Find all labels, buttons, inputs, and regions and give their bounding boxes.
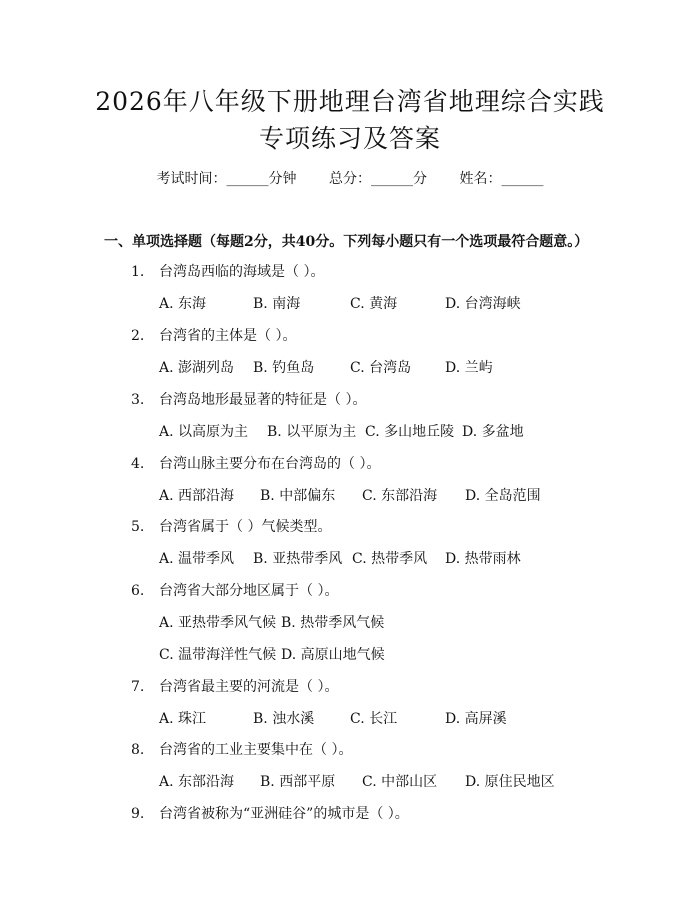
exam-time: 考试时间：______分钟 (156, 171, 297, 187)
question-text: 台湾省的工业主要集中在（ ）。 (159, 742, 353, 758)
option-b[interactable]: B. 亚热带季风 (253, 551, 343, 567)
option-b[interactable]: B. 西部平原 (260, 774, 336, 790)
option-d[interactable]: D. 热带雨林 (445, 551, 521, 567)
student-name: 姓名：______ (459, 171, 544, 187)
option-d[interactable]: D. 原住民地区 (465, 774, 555, 790)
option-c[interactable]: C. 温带海洋性气候 (159, 647, 277, 663)
question-text: 台湾省的主体是（ ）。 (159, 328, 297, 344)
option-b[interactable]: B. 钓鱼岛 (253, 360, 315, 376)
question-1 (131, 261, 324, 281)
exam-meta (0, 168, 700, 188)
document-title-line2: 专项练习及答案 (258, 124, 441, 153)
option-a[interactable]: A. 亚热带季风气候 (159, 615, 277, 631)
question-number: 4. (131, 456, 145, 472)
option-b[interactable]: B. 浊水溪 (253, 711, 315, 727)
question-3 (131, 389, 366, 409)
option-c[interactable]: C. 长江 (350, 711, 398, 727)
option-c[interactable]: C. 东部沿海 (362, 488, 438, 504)
option-a[interactable]: A. 东海 (159, 296, 207, 312)
question-7 (131, 676, 338, 696)
option-d[interactable]: D. 高屏溪 (445, 711, 507, 727)
option-b[interactable]: B. 以平原为主 (267, 424, 357, 440)
option-c[interactable]: C. 中部山区 (362, 774, 438, 790)
option-b[interactable]: B. 热带季风气候 (281, 615, 385, 631)
option-d[interactable]: D. 全岛范围 (465, 488, 541, 504)
section-heading: 一、单项选择题（每题2分，共40分。下列每小题只有一个选项最符合题意。） (104, 234, 589, 250)
question-text: 台湾岛西临的海域是（ ）。 (159, 264, 325, 280)
question-number: 8. (131, 742, 145, 758)
option-c[interactable]: C. 黄海 (350, 296, 398, 312)
option-a[interactable]: A. 以高原为主 (159, 424, 249, 440)
exam-score: 总分：______分 (329, 171, 427, 187)
option-d[interactable]: D. 兰屿 (445, 360, 493, 376)
option-b[interactable]: B. 中部偏东 (260, 488, 336, 504)
option-d[interactable]: D. 台湾海峡 (445, 296, 521, 312)
question-text: 台湾省大部分地区属于（ ）。 (159, 583, 339, 599)
question-number: 6. (131, 583, 145, 599)
question-number: 9. (131, 806, 145, 822)
question-text: 台湾省被称为“亚洲硅谷”的城市是（ ）。 (159, 806, 409, 822)
option-a[interactable]: A. 珠江 (159, 711, 207, 727)
question-8 (131, 739, 352, 759)
document-title-line1: 2026年八年级下册地理台湾省地理综合实践 (95, 87, 605, 116)
question-text: 台湾省属于（ ）气候类型。 (159, 519, 332, 535)
question-number: 7. (131, 679, 145, 695)
option-a[interactable]: A. 西部沿海 (159, 488, 235, 504)
option-a[interactable]: A. 澎湖列岛 (159, 360, 235, 376)
option-a[interactable]: A. 东部沿海 (159, 774, 235, 790)
option-c[interactable]: C. 台湾岛 (350, 360, 412, 376)
question-text: 台湾省最主要的河流是（ ）。 (159, 679, 339, 695)
question-number: 2. (131, 328, 145, 344)
question-9 (131, 803, 409, 823)
question-6 (131, 580, 338, 600)
question-number: 3. (131, 392, 145, 408)
question-4 (131, 453, 380, 473)
option-c[interactable]: C. 热带季风 (352, 551, 428, 567)
option-a[interactable]: A. 温带季风 (159, 551, 235, 567)
option-d[interactable]: D. 高原山地气候 (281, 647, 385, 663)
question-text: 台湾岛地形最显著的特征是（ ）。 (159, 392, 367, 408)
question-2 (131, 325, 296, 345)
question-text: 台湾山脉主要分布在台湾岛的（ ）。 (159, 456, 381, 472)
question-number: 5. (131, 519, 145, 535)
option-b[interactable]: B. 南海 (253, 296, 301, 312)
question-number: 1. (131, 264, 145, 280)
question-5 (131, 516, 331, 536)
option-d[interactable]: D. 多盆地 (462, 424, 524, 440)
option-c[interactable]: C. 多山地丘陵 (365, 424, 455, 440)
